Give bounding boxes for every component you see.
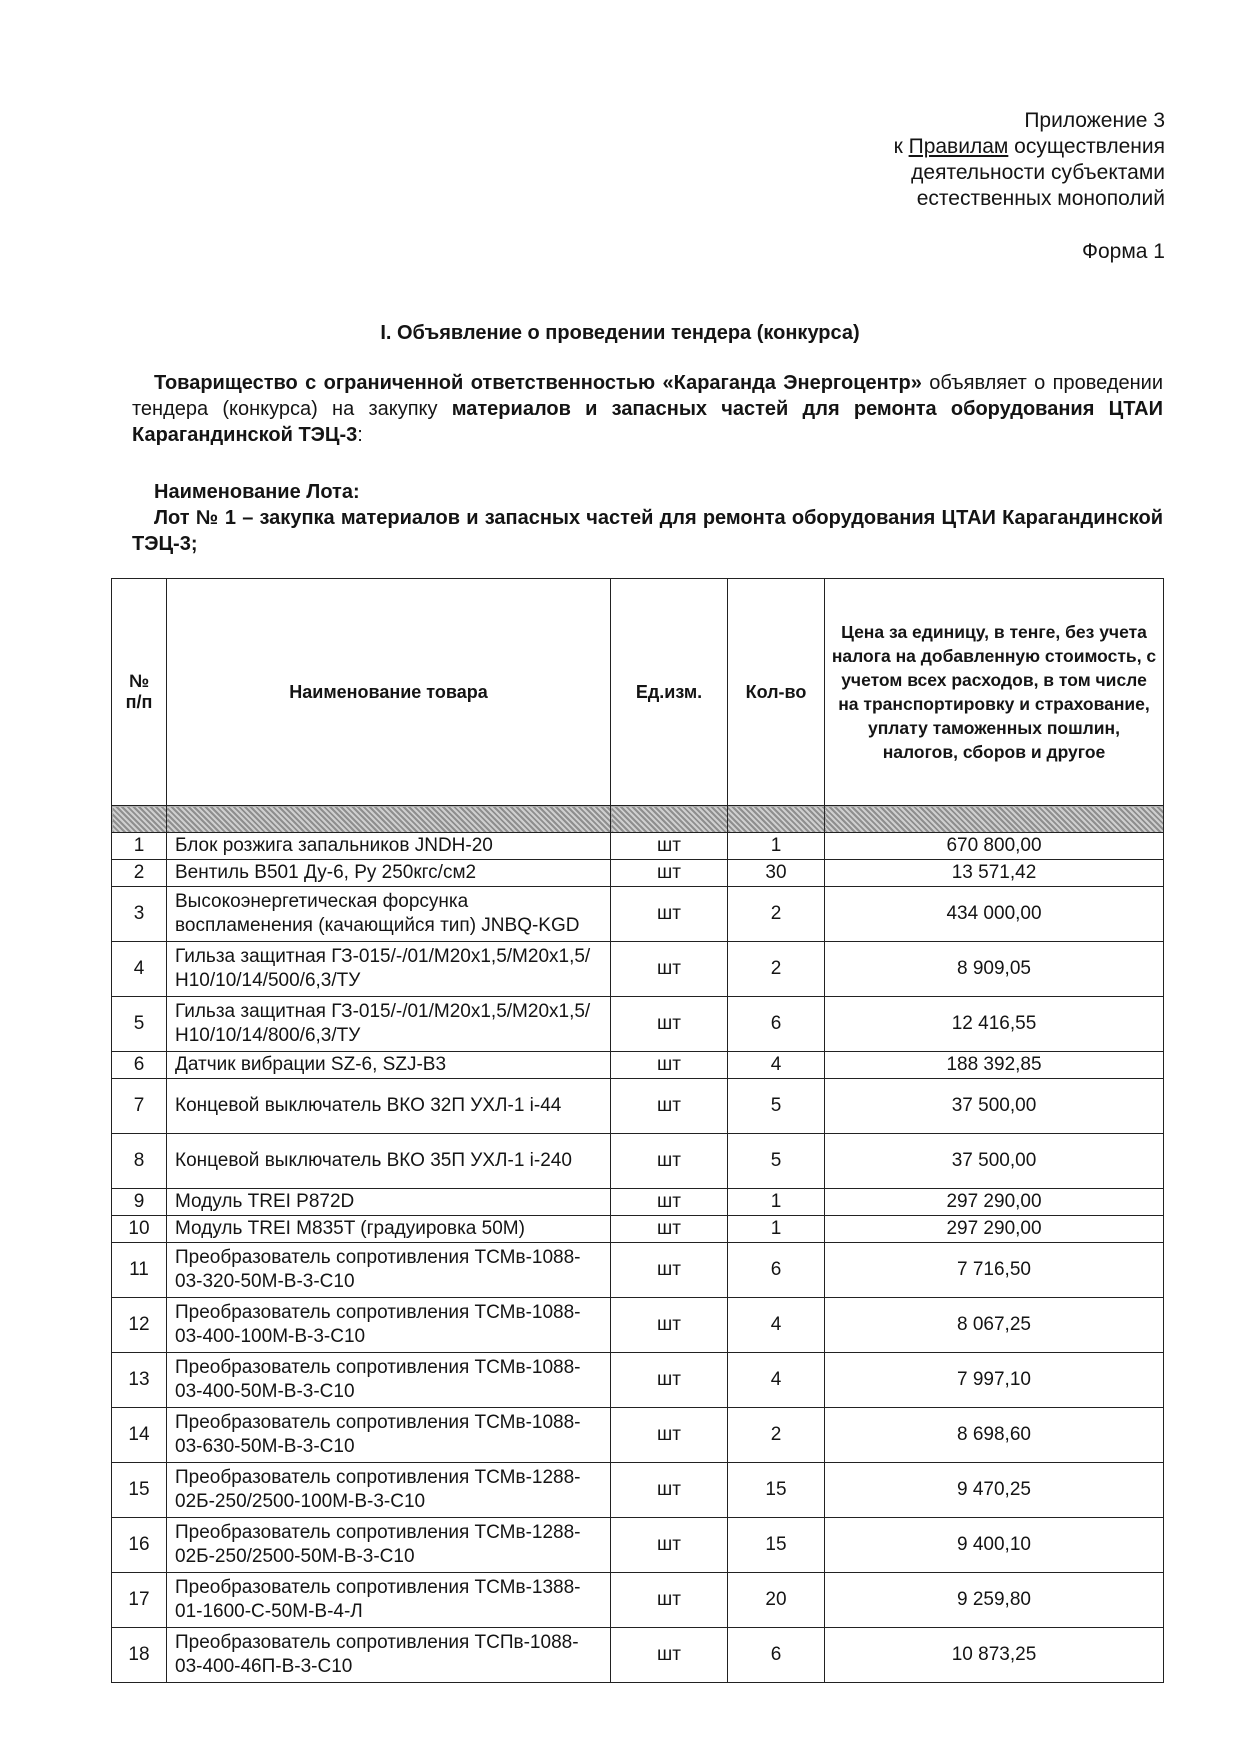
table-row [112, 1298, 1164, 1353]
cell-unit: шт [611, 1134, 728, 1189]
cell-qty: 6 [728, 997, 825, 1052]
cell-num: 11 [112, 1243, 167, 1298]
cell-num: 6 [112, 1052, 167, 1079]
cell-num: 18 [112, 1628, 167, 1683]
cell-qty: 1 [728, 833, 825, 860]
table-row [112, 887, 1164, 942]
header-num: № п/п [112, 579, 167, 806]
cell-num: 17 [112, 1573, 167, 1628]
table-row [112, 833, 1164, 860]
cell-price: 670 800,00 [825, 833, 1164, 860]
cell-name: Блок розжига запальников JNDH-20 [167, 833, 611, 860]
cell-num: 7 [112, 1079, 167, 1134]
cell-qty: 4 [728, 1298, 825, 1353]
cell-qty: 1 [728, 1189, 825, 1216]
cell-num: 12 [112, 1298, 167, 1353]
rules-link[interactable]: Правилам [908, 135, 1009, 158]
cell-name: Модуль TREI M835T (градуировка 50М) [167, 1216, 611, 1243]
cell-num: 4 [112, 942, 167, 997]
cell-unit: шт [611, 1573, 728, 1628]
cell-qty: 1 [728, 1216, 825, 1243]
cell-price: 434 000,00 [825, 887, 1164, 942]
table-row [112, 1052, 1164, 1079]
table-row [112, 1079, 1164, 1134]
cell-unit: шт [611, 1216, 728, 1243]
cell-qty: 20 [728, 1573, 825, 1628]
cell-name: Преобразователь сопротивления ТСМв-1088-03-320-50М-В-3-С10 [167, 1243, 611, 1298]
cell-name: Преобразователь сопротивления ТСМв-1388-01-1600-С-50М-В-4-Л [167, 1573, 611, 1628]
lot-name-label: Наименование Лота: [154, 481, 360, 503]
table-row [112, 1463, 1164, 1518]
cell-name: Концевой выключатель ВКО 32П УХЛ-1 i-44 [167, 1079, 611, 1134]
cell-unit: шт [611, 1518, 728, 1573]
cell-qty: 15 [728, 1463, 825, 1518]
cell-name: Датчик вибрации SZ-6, SZJ-B3 [167, 1052, 611, 1079]
cell-price: 12 416,55 [825, 997, 1164, 1052]
cell-name: Преобразователь сопротивления ТСМв-1288-02Б-250/2500-50М-В-3-С10 [167, 1518, 611, 1573]
cell-unit: шт [611, 833, 728, 860]
cell-num: 9 [112, 1189, 167, 1216]
cell-num: 3 [112, 887, 167, 942]
appendix-line-1: Приложение 3 [1024, 109, 1165, 132]
cell-price: 37 500,00 [825, 1079, 1164, 1134]
cell-unit: шт [611, 997, 728, 1052]
cell-price: 9 470,25 [825, 1463, 1164, 1518]
cell-qty: 6 [728, 1243, 825, 1298]
section-heading: I. Объявление о проведении тендера (конкурса) [380, 322, 860, 344]
shaded-separator-row [112, 806, 1164, 833]
cell-qty: 30 [728, 860, 825, 887]
appendix-line-3: деятельности субъектами [911, 161, 1165, 184]
cell-qty: 4 [728, 1353, 825, 1408]
cell-price: 7 997,10 [825, 1353, 1164, 1408]
appendix-line-4: естественных монополий [916, 187, 1165, 210]
appendix-reference [645, 108, 1165, 212]
cell-unit: шт [611, 1298, 728, 1353]
header-unit: Ед.изм. [611, 579, 728, 806]
cell-unit: шт [611, 1463, 728, 1518]
cell-price: 8 909,05 [825, 942, 1164, 997]
cell-num: 2 [112, 860, 167, 887]
cell-num: 14 [112, 1408, 167, 1463]
table-row [112, 1408, 1164, 1463]
cell-num: 10 [112, 1216, 167, 1243]
cell-qty: 2 [728, 887, 825, 942]
cell-unit: шт [611, 942, 728, 997]
cell-name: Преобразователь сопротивления ТСПв-1088-03-400-46П-В-3-С10 [167, 1628, 611, 1683]
cell-num: 16 [112, 1518, 167, 1573]
table-row [112, 1628, 1164, 1683]
cell-unit: шт [611, 1408, 728, 1463]
cell-name: Вентиль В501 Ду-6, Ру 250кгс/см2 [167, 860, 611, 887]
table-row [112, 1573, 1164, 1628]
cell-num: 13 [112, 1353, 167, 1408]
cell-unit: шт [611, 1628, 728, 1683]
cell-price: 37 500,00 [825, 1134, 1164, 1189]
header-qty: Кол-во [728, 579, 825, 806]
cell-num: 8 [112, 1134, 167, 1189]
cell-name: Высокоэнергетическая форсунка воспламенения (качающийся тип) JNBQ-KGD [167, 887, 611, 942]
cell-unit: шт [611, 1189, 728, 1216]
cell-unit: шт [611, 860, 728, 887]
cell-name: Преобразователь сопротивления ТСМв-1088-03-400-100М-В-3-С10 [167, 1298, 611, 1353]
cell-qty: 2 [728, 1408, 825, 1463]
cell-name: Модуль TREI P872D [167, 1189, 611, 1216]
cell-unit: шт [611, 1052, 728, 1079]
table-row [112, 1518, 1164, 1573]
cell-price: 9 259,80 [825, 1573, 1164, 1628]
cell-qty: 6 [728, 1628, 825, 1683]
table-header-row [112, 579, 1164, 806]
intro-paragraph: Товарищество с ограниченной ответственностью «Караганда Энергоцентр» объявляет о проведении тендера (конкурса) на закупку материалов и запасных частей для ремонта оборудования ЦТАИ Карагандинской ТЭЦ-3: [132, 372, 1163, 446]
cell-qty: 5 [728, 1134, 825, 1189]
cell-qty: 15 [728, 1518, 825, 1573]
cell-name: Гильза защитная ГЗ-015/-/01/М20х1,5/М20х1,5/Н10/10/14/800/6,3/ТУ [167, 997, 611, 1052]
cell-name: Гильза защитная ГЗ-015/-/01/М20х1,5/М20х1,5/Н10/10/14/500/6,3/ТУ [167, 942, 611, 997]
cell-unit: шт [611, 1079, 728, 1134]
cell-name: Преобразователь сопротивления ТСМв-1088-03-630-50М-В-3-С10 [167, 1408, 611, 1463]
table-row [112, 1216, 1164, 1243]
cell-unit: шт [611, 887, 728, 942]
table-row [112, 860, 1164, 887]
items-table [111, 578, 1164, 1683]
cell-qty: 5 [728, 1079, 825, 1134]
cell-num: 15 [112, 1463, 167, 1518]
table-row [112, 1353, 1164, 1408]
table-row [112, 1134, 1164, 1189]
cell-name: Преобразователь сопротивления ТСМв-1288-02Б-250/2500-100М-В-3-С10 [167, 1463, 611, 1518]
cell-num: 5 [112, 997, 167, 1052]
cell-unit: шт [611, 1243, 728, 1298]
header-name: Наименование товара [167, 579, 611, 806]
cell-price: 9 400,10 [825, 1518, 1164, 1573]
cell-price: 10 873,25 [825, 1628, 1164, 1683]
cell-price: 188 392,85 [825, 1052, 1164, 1079]
cell-qty: 2 [728, 942, 825, 997]
table-row [112, 997, 1164, 1052]
cell-price: 8 698,60 [825, 1408, 1164, 1463]
header-price: Цена за единицу, в тенге, без учета налога на добавленную стоимость, с учетом всех расходов, в том числе на транспортировку и страхование, уплату таможенных пошлин, налогов, сборов и другое [825, 579, 1164, 806]
cell-unit: шт [611, 1353, 728, 1408]
cell-qty: 4 [728, 1052, 825, 1079]
cell-price: 8 067,25 [825, 1298, 1164, 1353]
appendix-line-2: к Правилам осуществления [893, 135, 1165, 158]
table-row [112, 1189, 1164, 1216]
cell-name: Концевой выключатель ВКО 35П УХЛ-1 i-240 [167, 1134, 611, 1189]
cell-price: 297 290,00 [825, 1189, 1164, 1216]
lot-description: Лот № 1 – закупка материалов и запасных частей для ремонта оборудования ЦТАИ Карагандинской ТЭЦ-3; [132, 507, 1163, 555]
cell-num: 1 [112, 833, 167, 860]
cell-name: Преобразователь сопротивления ТСМв-1088-03-400-50М-В-3-С10 [167, 1353, 611, 1408]
cell-price: 7 716,50 [825, 1243, 1164, 1298]
cell-price: 13 571,42 [825, 860, 1164, 887]
table-row [112, 1243, 1164, 1298]
cell-price: 297 290,00 [825, 1216, 1164, 1243]
form-number: Форма 1 [1082, 240, 1165, 263]
table-row [112, 942, 1164, 997]
